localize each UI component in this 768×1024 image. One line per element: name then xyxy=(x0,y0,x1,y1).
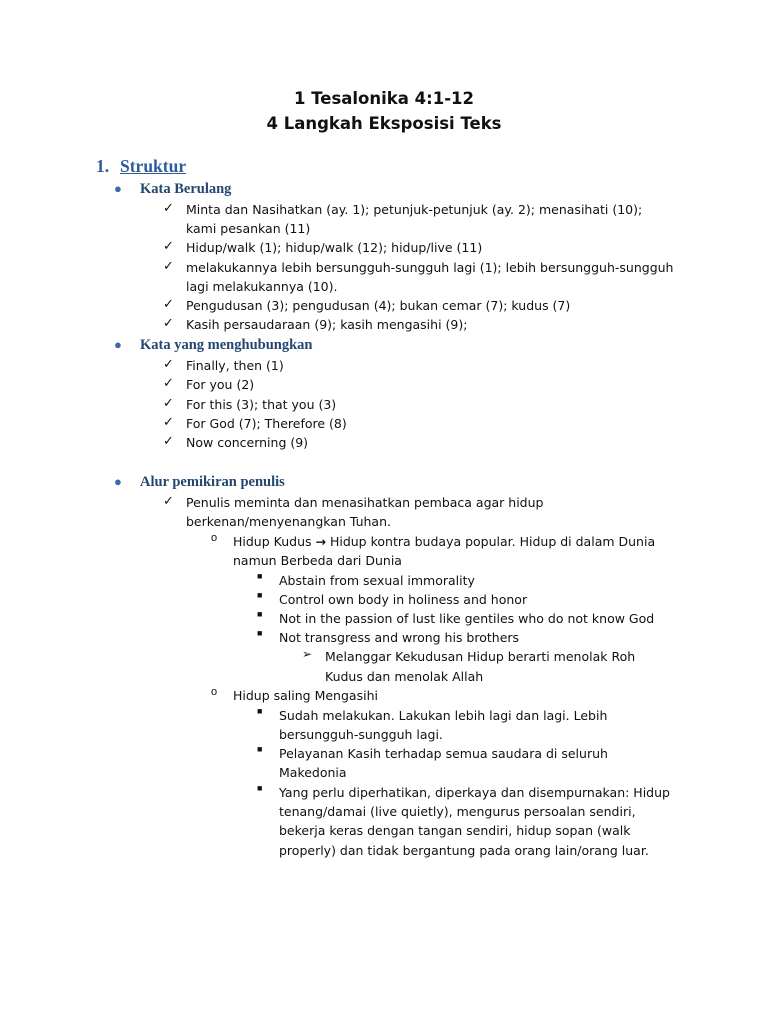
list-item-line: For you (2) xyxy=(186,377,255,392)
check-icon: ✓ xyxy=(163,238,174,253)
circle-bullet-icon: o xyxy=(211,686,218,698)
square-bullet-icon: ■ xyxy=(257,706,263,716)
check-icon: ✓ xyxy=(163,395,174,410)
list-item-line: Melanggar Kekudusan Hidup berarti menolak Roh xyxy=(325,649,636,664)
check-icon: ✓ xyxy=(163,315,174,330)
square-bullet-icon: ■ xyxy=(257,783,263,793)
document-title: 1 Tesalonika 4:1-12 xyxy=(293,89,475,108)
list-item-line: Pengudusan (3); pengudusan (4); bukan cemar (7); kudus (7) xyxy=(186,298,571,313)
list-item-line: melakukannya lebih bersungguh-sungguh lagi (1); lebih bersungguh-sungguh xyxy=(186,260,674,275)
list-item-line: bekerja keras dengan tangan sendiri, hidup sopan (walk xyxy=(279,823,631,838)
square-bullet-icon: ■ xyxy=(257,744,263,754)
arrow-right-icon: → xyxy=(315,534,326,549)
list-item-line: Kasih persaudaraan (9); kasih mengasihi (9); xyxy=(186,317,468,332)
list-item-line: Now concerning (9) xyxy=(186,435,309,450)
square-bullet-icon: ■ xyxy=(257,571,263,581)
list-item-line: Minta dan Nasihatkan (ay. 1); petunjuk-petunjuk (ay. 2); menasihati (10); xyxy=(186,202,643,217)
check-icon: ✓ xyxy=(163,296,174,311)
check-icon: ✓ xyxy=(163,433,174,448)
list-item-line: kami pesankan (11) xyxy=(186,221,311,236)
bullet-dot-icon: ● xyxy=(114,474,122,489)
list-item-line: Hidup saling Mengasihi xyxy=(233,688,378,703)
arrowhead-bullet-icon: ➢ xyxy=(302,647,313,661)
bullet-dot-icon: ● xyxy=(114,181,122,196)
check-icon: ✓ xyxy=(163,493,174,508)
list-item-line: Kudus dan menolak Allah xyxy=(325,669,484,684)
list-item-line: Makedonia xyxy=(279,765,347,780)
document-subtitle: 4 Langkah Eksposisi Teks xyxy=(266,114,502,133)
list-item-line: Pelayanan Kasih terhadap semua saudara di seluruh xyxy=(279,746,608,761)
group-heading-kata-penghubung: ● Kata yang menghubungkan xyxy=(114,337,313,353)
check-icon: ✓ xyxy=(163,414,174,429)
list-item-line: bersungguh-sungguh lagi. xyxy=(279,727,443,742)
bullet-dot-icon: ● xyxy=(114,337,122,352)
list-item-line: Hidup Kudus → Hidup kontra budaya popular. Hidup di dalam Dunia xyxy=(233,534,656,549)
list-item-line: For this (3); that you (3) xyxy=(186,397,337,412)
list-item-line: For God (7); Therefore (8) xyxy=(186,416,347,431)
circle-bullet-icon: o xyxy=(211,532,218,544)
list-item-line: Control own body in holiness and honor xyxy=(279,592,528,607)
square-bullet-icon: ■ xyxy=(257,609,263,619)
list-item-line: Yang perlu diperhatikan, diperkaya dan disempurnakan: Hidup xyxy=(279,785,670,800)
section-number: 1. xyxy=(96,156,110,176)
list-item-line: Not in the passion of lust like gentiles who do not know God xyxy=(279,611,655,626)
list-item-line: Finally, then (1) xyxy=(186,358,284,373)
check-icon: ✓ xyxy=(163,375,174,390)
list-item-line: Hidup/walk (1); hidup/walk (12); hidup/live (11) xyxy=(186,240,483,255)
list-item-line: Sudah melakukan. Lakukan lebih lagi dan lagi. Lebih xyxy=(279,708,608,723)
section-label: Struktur xyxy=(120,156,187,176)
check-icon: ✓ xyxy=(163,200,174,215)
square-bullet-icon: ■ xyxy=(257,590,263,600)
group-heading-alur-pemikiran: ● Alur pemikiran penulis xyxy=(114,474,285,490)
list-item-line: Not transgress and wrong his brothers xyxy=(279,630,520,645)
list-item-line: properly) dan tidak bergantung pada orang lain/orang luar. xyxy=(279,843,649,858)
list-item-line: Penulis meminta dan menasihatkan pembaca agar hidup xyxy=(186,495,544,510)
list-item-line: tenang/damai (live quietly), mengurus persoalan sendiri, xyxy=(279,804,636,819)
list-item-line: berkenan/menyenangkan Tuhan. xyxy=(186,514,391,529)
list-item-line: namun Berbeda dari Dunia xyxy=(233,553,402,568)
section-heading xyxy=(96,156,186,177)
list-item-line: Abstain from sexual immorality xyxy=(279,573,475,588)
group-heading-kata-berulang: ● Kata Berulang xyxy=(114,181,232,197)
square-bullet-icon: ■ xyxy=(257,628,263,638)
check-icon: ✓ xyxy=(163,258,174,273)
check-icon: ✓ xyxy=(163,356,174,371)
list-item-line: lagi melakukannya (10). xyxy=(186,279,338,294)
